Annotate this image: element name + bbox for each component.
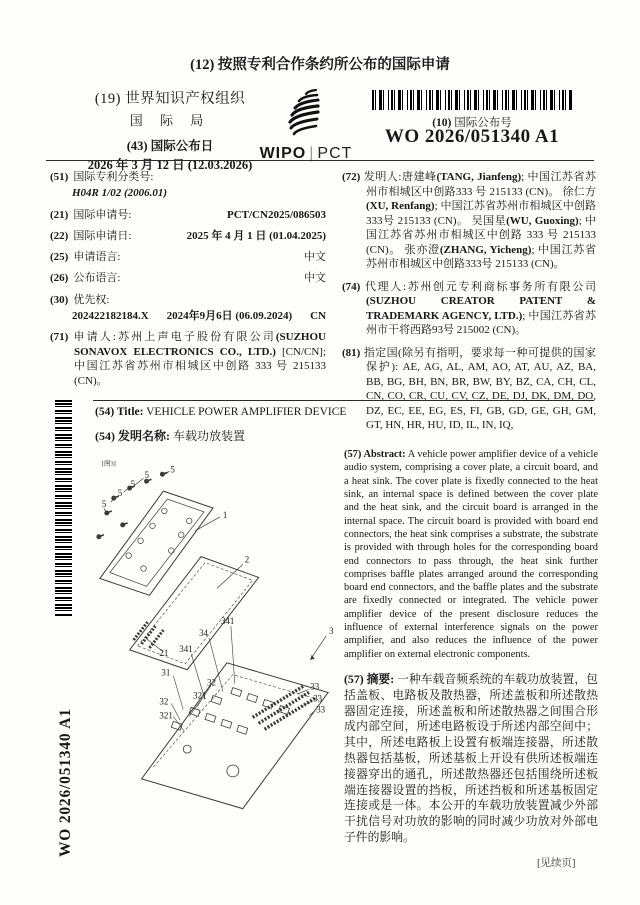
ref-label-baffle-sub: 341 [179, 643, 193, 654]
field-number: (51) [50, 171, 69, 183]
field-number: (71) [50, 331, 69, 344]
ref-label-baffle: 34 [199, 627, 209, 638]
ref-label-heatsink: 3 [329, 626, 334, 637]
field-label: 国际公布号 [454, 117, 512, 129]
abstract-en-label: (57) Abstract: [344, 449, 406, 460]
abstract-chinese [344, 672, 598, 846]
pct-wordmark: PCT [317, 145, 353, 162]
abstract-zh-label: (57) 摘要: [344, 672, 395, 686]
field-label: 国际申请号: [73, 208, 132, 221]
publication-date-label: (43) 国际公布日 [126, 139, 214, 153]
org-bureau: 国 际 局 [129, 113, 211, 128]
cover-plate-shape [100, 491, 220, 595]
logo-separator: | [309, 145, 315, 162]
figure-reference-numerals [102, 464, 334, 720]
priority-number: 202422182184.X [72, 310, 149, 323]
field-label: 国际专利分类号: [73, 171, 154, 183]
field-number: (21) [50, 208, 69, 221]
ref-label-baffle-row: 33 [310, 681, 320, 692]
abstract-english [344, 448, 598, 661]
title-zh-value: 车载功放装置 [173, 429, 246, 443]
field-number: (26) [50, 272, 69, 285]
field-number: (25) [50, 251, 69, 264]
sidebar-publication-number: WO 2026/051340 A1 [57, 708, 74, 857]
patent-figure [84, 450, 342, 820]
field-label: 优先权: [73, 293, 110, 306]
field-application-date [50, 229, 326, 243]
field-label: 国际申请日: [73, 229, 132, 242]
publication-number: WO 2026/051340 A1 [384, 126, 560, 147]
field-label: 申请语言: [73, 251, 121, 264]
field-number: (10) [432, 117, 452, 129]
title-divider [93, 400, 594, 401]
ref-label-screw: 5 [117, 488, 123, 499]
field-label: 申请人: [71, 331, 116, 344]
field-filing-language [50, 250, 326, 264]
abstract-section [344, 448, 598, 846]
field-number: (30) [50, 293, 69, 306]
invention-title-en [95, 406, 595, 418]
field-inventors [342, 170, 596, 272]
figure-tag: [图3] [101, 460, 116, 468]
ref-label-baffle-row: 33 [313, 693, 323, 704]
ref-label-board: 2 [244, 554, 250, 565]
agent-text: 苏州创元专利商标事务所有限公司(SUZHOU CREATOR PATENT & TRADEMARK AGENCY, LTD.); 中国江苏省苏州市干将西路93号 215002 (CN)。 [366, 280, 597, 337]
ref-label-sink-boss: 32 [207, 677, 216, 688]
title-zh-label: (54) 发明名称: [95, 429, 170, 443]
priority-date: 2024年9月6日 (06.09.2024) [166, 310, 293, 323]
ref-label-baffle-row: 33 [316, 704, 326, 715]
ref-label-sink-boss: 32 [159, 696, 169, 707]
ref-label-screw: 5 [170, 464, 175, 475]
continuation-note: [见续页] [537, 858, 576, 869]
applicant-text: 苏州上声电子股份有限公司(SUZHOU SONAVOX ELECTRONICS CO., LTD.) [CN/CN]; 中国江苏省苏州市相城区中创路 333 号 215133 (CN)。 [74, 331, 327, 387]
ref-label-baffle-sub: 341 [220, 616, 235, 627]
priority-country: CN [310, 310, 326, 323]
application-date-value: 2025 年 4 月 1 日 (01.04.2025) [186, 229, 326, 242]
org-name: (19) 世界知识产权组织 [94, 91, 246, 107]
document-type-line: (12) 按照专利合作条约所公布的国际申请 [190, 57, 450, 73]
wipo-logo-block [250, 86, 362, 163]
application-number-value: PCT/CN2025/086503 [227, 208, 326, 221]
wipo-wordmark: WIPO [259, 145, 307, 162]
title-en-value: VEHICLE POWER AMPLIFIER DEVICE [146, 406, 347, 418]
side-barcode [55, 400, 72, 616]
abstract-en-text: A vehicle power amplifier device of a vehicle audio system, comprising a cover plate, a circuit board, and a heat sink. The cover plate is fixedly connected to the heat sink, an internal space is defined between the cover plate and the heat sink, and the circuit board is arranged in the internal space. The circuit board is provided with board end connectors, the heat sink comprises a substrate, the substrate is provided with through holes for the corresponding board end connectors to pass through, the heat sink further comprises baffle plates arranged around the corresponding board end connectors, and the baffle plates and the substrate are fixedly connected or integrated. The vehicle power amplifier device of the present disclosure reduces the influence of external interference signals on the power amplifier, and also reduces the influence of the power amplifier on external electronic components. [344, 449, 599, 660]
field-application-number [50, 208, 326, 222]
publication-language-value: 中文 [304, 272, 326, 285]
field-number: (81) [342, 346, 361, 359]
field-label: 公布语言: [73, 272, 121, 285]
designated-states-text: 指定国(除另有指明，要求每一种可提供的国家保护): AE, AG, AL, AM, AO, AT, AU, AZ, BA, BB, BG, BH, BN, BR, BW, BY, BZ, CA, CH, CL, CN, CO, CR, CU, CV, CZ, DE, DJ, DK, DM, DO, DZ, EC, EE, EG, ES, FI, GB, GD, GE, GH, GM, GT, HN, HR, HU, ID, IL, IN, IQ, [363, 346, 596, 432]
inventors-text: 唐建峰(TANG, Jianfeng); 中国江苏省苏州市相城区中创路333 号 215133 (CN)。 徐仁方(XU, Renfang); 中国江苏省苏州市相城区中创路333号 215133 (CN)。 吴国星(WU, Guoxing); 中国江苏省苏州市相城区中创路 333 号 215133 (CN)。 张亦澄(ZHANG, Yicheng); 中国江苏省苏州市相城区中创路333号 215133 (CN)。 [366, 171, 596, 271]
title-en-label: (54) Title: [95, 406, 144, 418]
ref-label-screw: 5 [130, 479, 136, 490]
publication-date-value: 2026 年 3 月 12 日 (12.03.2026) [87, 158, 253, 172]
field-number: (22) [50, 229, 69, 242]
field-publication-language [50, 271, 326, 285]
ref-label-sink-boss-sub: 321 [193, 690, 207, 701]
field-applicant [50, 330, 326, 388]
field-number: (74) [342, 280, 361, 293]
filing-language-value: 中文 [304, 251, 326, 264]
field-label: 发明人: [363, 171, 402, 183]
field-number: (72) [342, 171, 361, 183]
field-ipc [50, 170, 326, 201]
ref-label-sink-boss-sub: 321 [159, 710, 173, 721]
ref-label-sink-side: 31 [161, 667, 171, 678]
publication-barcode [372, 90, 572, 110]
field-designated-states [342, 346, 596, 433]
ref-label-cover: 1 [222, 509, 228, 520]
field-agent [342, 280, 596, 338]
exploded-view-drawing [84, 450, 342, 820]
abstract-zh-text: 一种车载音频系统的车载功放装置，包括盖板、电路板及散热器，所述盖板和所述散热器固定连接，所述盖板和所述散热器之间围合形成内部空间，所述电路板设于所述内部空间中；其中，所述电路板上设置有板端连接器，所述散热器包括基板，所述基板上开设有供所述板端连接器穿出的通孔，所述散热器还包括围绕所述板端连接器设置的挡板，所述挡板和所述基板固定连接或是一体。本公开的车载功放装置减少外部干扰信号对功放的影响的同时减少功放对外部电子件的影响。 [344, 672, 598, 844]
ipc-value: H04R 1/02 (2006.01) [72, 187, 168, 200]
ref-label-screw: 5 [101, 498, 107, 509]
field-label: 代理人: [363, 280, 407, 293]
ref-label-board-conn: 21 [159, 647, 169, 658]
wipo-swirl-icon [250, 86, 362, 138]
header-divider [46, 160, 594, 161]
invention-title-zh [95, 427, 595, 444]
circuit-board-shape [130, 554, 259, 670]
ref-label-screw: 5 [144, 470, 149, 481]
field-priority [50, 293, 326, 324]
priority-data-line [72, 309, 326, 323]
